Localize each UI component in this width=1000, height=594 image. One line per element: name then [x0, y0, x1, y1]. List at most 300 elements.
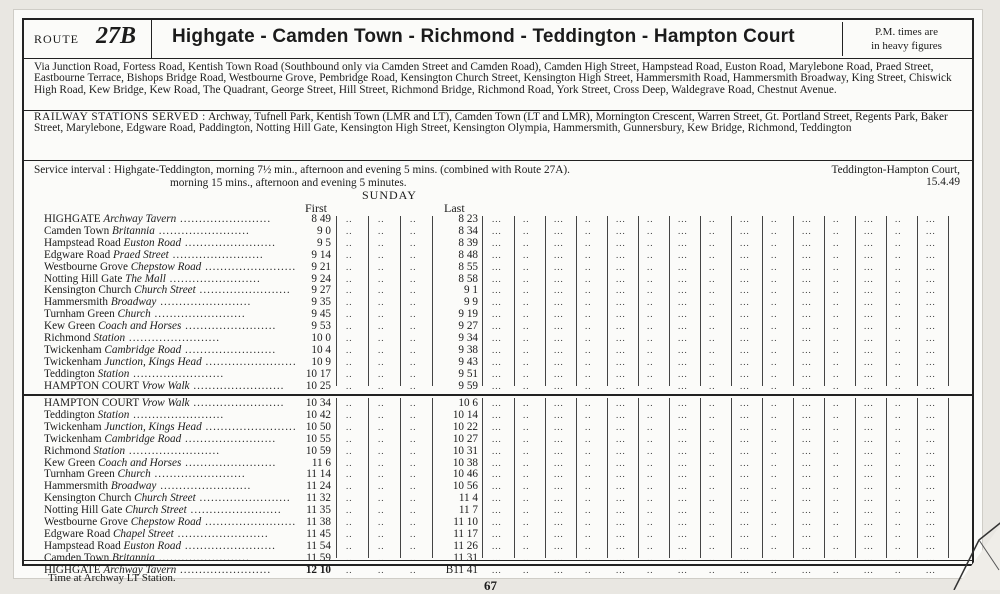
empty-cell-dots: ..: [585, 380, 592, 391]
empty-cell-dots: ...: [740, 225, 750, 236]
empty-cell-dots: ..: [647, 505, 654, 516]
empty-cell-dots: ...: [926, 469, 936, 480]
empty-cell-dots: ...: [678, 225, 688, 236]
empty-cell-dots: ...: [554, 225, 564, 236]
empty-cell-dots: ..: [378, 481, 385, 492]
empty-cell-dots: ...: [802, 421, 812, 432]
empty-cell-dots: ..: [523, 493, 530, 504]
day-label: SUNDAY: [362, 188, 417, 202]
empty-cell-dots: ...: [740, 398, 750, 408]
stop-name: [44, 368, 224, 380]
empty-cell-dots: ..: [709, 225, 716, 236]
empty-cell-dots: ...: [678, 309, 688, 320]
stop-name: [44, 273, 261, 285]
first-time: 10 59: [305, 444, 331, 457]
empty-cell-dots: ..: [771, 505, 778, 516]
empty-cell-dots: ...: [802, 398, 812, 408]
empty-cell-dots: ..: [709, 469, 716, 480]
empty-cell-dots: ..: [709, 261, 716, 272]
empty-cell-dots: ...: [554, 409, 564, 420]
first-time: 11 38: [306, 516, 331, 528]
column-rule: [607, 398, 608, 558]
stop-area: Kew Green: [44, 320, 96, 333]
last-time: 8 39: [458, 236, 478, 249]
footer-rule: [24, 560, 972, 561]
table-row: [24, 421, 972, 433]
teddington-note-line1: Teddington-Hampton Court,: [831, 164, 960, 176]
railway-text: Archway, Tufnell Park, Kentish Town (LMR and LT), Camden Town (LT and LMR), Mornington Crescent, Warren Street, Gt. Portland Street, Regents Park, Baker Street, Marylebone, Edgware Road, Paddington, Notting Hill Gate, Kensington High Street, Kensington Olympia, Hammersmith, Gunnersbury, Kew Bridge, Richmond, Teddington: [34, 111, 948, 135]
empty-cell-dots: ...: [554, 469, 564, 480]
empty-cell-dots: ..: [895, 356, 902, 367]
empty-cell-dots: ...: [740, 333, 750, 343]
dot-leader: ........................: [181, 320, 277, 333]
empty-cell-dots: ..: [523, 398, 530, 408]
empty-cell-dots: ..: [346, 481, 353, 492]
empty-cell-dots: ..: [378, 261, 385, 272]
empty-cell-dots: ...: [864, 517, 874, 527]
empty-cell-dots: ...: [802, 445, 812, 456]
column-rule: [886, 398, 887, 558]
empty-cell-dots: ..: [709, 273, 716, 284]
empty-cell-dots: ..: [410, 481, 417, 492]
empty-cell-dots: ...: [492, 469, 502, 480]
empty-cell-dots: ...: [740, 273, 750, 284]
stop-detail: Cambridge Road: [104, 343, 182, 356]
stop-area: Notting Hill Gate: [44, 272, 123, 285]
column-rule: [400, 216, 401, 386]
last-time: 9 19: [458, 308, 478, 321]
empty-cell-dots: ..: [410, 285, 417, 296]
empty-cell-dots: ..: [410, 333, 417, 343]
empty-cell-dots: ..: [771, 433, 778, 444]
empty-cell-dots: ..: [709, 481, 716, 492]
empty-cell-dots: ...: [740, 249, 750, 260]
empty-cell-dots: ...: [554, 249, 564, 260]
empty-cell-dots: ...: [740, 433, 750, 444]
table-row: [24, 528, 972, 540]
empty-cell-dots: ..: [709, 505, 716, 516]
empty-cell-dots: ..: [647, 321, 654, 332]
empty-cell-dots: ..: [346, 493, 353, 504]
first-time: 10 42: [305, 408, 331, 421]
empty-cell-dots: ...: [802, 249, 812, 260]
empty-cell-dots: ..: [585, 564, 592, 575]
empty-cell-dots: ...: [864, 564, 874, 575]
empty-cell-dots: ..: [585, 493, 592, 504]
empty-cell-dots: ..: [833, 273, 840, 284]
column-rule: [336, 216, 337, 386]
empty-cell-dots: ...: [492, 380, 502, 391]
empty-cell-dots: ..: [523, 237, 530, 248]
first-time: 8 49: [311, 213, 331, 225]
stop-name: [44, 249, 264, 261]
column-rule: [793, 216, 794, 386]
empty-cell-dots: ...: [616, 368, 626, 379]
empty-cell-dots: ..: [833, 344, 840, 355]
pm-note-line2: in heavy figures: [871, 40, 942, 52]
column-rule: [432, 216, 433, 386]
teddington-note: [832, 165, 960, 188]
dot-leader: ........................: [189, 397, 285, 409]
last-time: B11 41: [445, 563, 478, 576]
stop-name: [44, 284, 291, 296]
empty-cell-dots: ...: [492, 552, 502, 563]
empty-cell-dots: ...: [492, 225, 502, 236]
table-row: [24, 480, 972, 492]
empty-cell-dots: ..: [378, 273, 385, 284]
last-time: 9 34: [458, 332, 478, 344]
table-row: [24, 225, 972, 237]
last-time: 11 4: [458, 492, 478, 505]
empty-cell-dots: ..: [523, 433, 530, 444]
stop-detail: Vrow Walk: [141, 397, 190, 409]
empty-cell-dots: ..: [709, 309, 716, 320]
empty-cell-dots: ...: [926, 398, 936, 408]
empty-cell-dots: ..: [346, 273, 353, 284]
empty-cell-dots: ..: [378, 517, 385, 527]
empty-cell-dots: ..: [378, 445, 385, 456]
empty-cell-dots: ..: [346, 564, 353, 575]
empty-cell-dots: ...: [926, 380, 936, 391]
empty-cell-dots: ..: [833, 309, 840, 320]
empty-cell-dots: ...: [802, 552, 812, 563]
empty-cell-dots: ...: [740, 540, 750, 551]
route-header: [24, 20, 972, 59]
empty-cell-dots: ...: [740, 368, 750, 379]
last-time: 9 38: [458, 343, 478, 356]
empty-cell-dots: ..: [346, 469, 353, 480]
empty-cell-dots: ..: [771, 249, 778, 260]
empty-cell-dots: ...: [616, 380, 626, 391]
last-time: 8 34: [458, 224, 478, 237]
empty-cell-dots: ..: [895, 225, 902, 236]
stop-area: Richmond: [44, 444, 91, 457]
empty-cell-dots: ..: [585, 433, 592, 444]
empty-cell-dots: ..: [709, 356, 716, 367]
empty-cell-dots: ...: [802, 457, 812, 468]
dot-leader: ........................: [165, 272, 261, 285]
empty-cell-dots: ..: [833, 321, 840, 332]
empty-cell-dots: ..: [523, 214, 530, 224]
empty-cell-dots: ..: [833, 457, 840, 468]
empty-cell-dots: ..: [709, 285, 716, 296]
first-time: 9 35: [311, 296, 331, 309]
empty-cell-dots: ..: [833, 249, 840, 260]
empty-cell-dots: ...: [740, 297, 750, 308]
empty-cell-dots: ..: [378, 380, 385, 391]
empty-cell-dots: ..: [585, 552, 592, 563]
stop-name: [44, 468, 246, 480]
empty-cell-dots: ..: [585, 214, 592, 224]
empty-cell-dots: ...: [492, 368, 502, 379]
empty-cell-dots: ..: [378, 528, 385, 539]
dot-leader: ........................: [181, 456, 277, 469]
empty-cell-dots: ...: [492, 214, 502, 224]
table-row: [24, 320, 972, 332]
empty-cell-dots: ...: [492, 333, 502, 343]
empty-cell-dots: ..: [771, 398, 778, 408]
stop-name: [44, 380, 284, 392]
empty-cell-dots: ..: [585, 249, 592, 260]
stop-detail: Chapel Street: [112, 527, 174, 540]
first-time: 9 27: [311, 284, 331, 297]
last-time: 9 51: [458, 367, 478, 380]
empty-cell-dots: ...: [926, 368, 936, 379]
empty-cell-dots: ...: [616, 237, 626, 248]
column-rule: [368, 398, 369, 558]
railway-label: RAILWAY STATIONS SERVED :: [34, 111, 206, 123]
empty-cell-dots: ...: [926, 273, 936, 284]
empty-cell-dots: ..: [410, 493, 417, 504]
empty-cell-dots: ...: [802, 517, 812, 527]
last-time: 11 10: [453, 516, 478, 528]
last-time: 11 7: [458, 504, 478, 517]
empty-cell-dots: ..: [709, 493, 716, 504]
first-time: 11 32: [306, 492, 331, 505]
empty-cell-dots: ..: [895, 421, 902, 432]
stop-area: Camden Town: [44, 224, 110, 237]
empty-cell-dots: ..: [410, 564, 417, 575]
empty-cell-dots: ..: [895, 368, 902, 379]
empty-cell-dots: ..: [585, 225, 592, 236]
last-time: 10 14: [452, 408, 478, 421]
empty-cell-dots: ...: [926, 528, 936, 539]
empty-cell-dots: ..: [771, 285, 778, 296]
table-row: [24, 516, 972, 528]
stop-detail: Vrow Walk: [141, 379, 190, 392]
empty-cell-dots: ..: [833, 237, 840, 248]
empty-cell-dots: ..: [709, 433, 716, 444]
empty-cell-dots: ..: [585, 356, 592, 367]
empty-cell-dots: ...: [616, 356, 626, 367]
empty-cell-dots: ..: [378, 564, 385, 575]
empty-cell-dots: ...: [864, 321, 874, 332]
empty-cell-dots: ...: [616, 540, 626, 551]
first-time: 10 55: [305, 432, 331, 445]
empty-cell-dots: ...: [554, 433, 564, 444]
last-time: 10 27: [452, 432, 478, 445]
empty-cell-dots: ...: [864, 356, 874, 367]
empty-cell-dots: ..: [709, 552, 716, 563]
empty-cell-dots: ..: [647, 421, 654, 432]
empty-cell-dots: ..: [833, 214, 840, 224]
empty-cell-dots: ...: [678, 273, 688, 284]
stop-area: Turnham Green: [44, 468, 115, 481]
empty-cell-dots: ...: [554, 344, 564, 355]
empty-cell-dots: ...: [616, 297, 626, 308]
empty-cell-dots: ...: [492, 493, 502, 504]
last-time: 10 22: [452, 420, 478, 433]
empty-cell-dots: ..: [585, 457, 592, 468]
empty-cell-dots: ...: [926, 237, 936, 248]
empty-cell-dots: ..: [585, 273, 592, 284]
empty-cell-dots: ...: [616, 457, 626, 468]
column-rule: [514, 398, 515, 558]
empty-cell-dots: ..: [523, 333, 530, 343]
empty-cell-dots: ..: [895, 309, 902, 320]
empty-cell-dots: ...: [926, 457, 936, 468]
empty-cell-dots: ..: [833, 225, 840, 236]
column-rule: [482, 398, 483, 558]
first-time: 9 21: [311, 260, 331, 273]
empty-cell-dots: ..: [410, 261, 417, 272]
table-row: [24, 273, 972, 285]
stop-name: [44, 409, 224, 421]
empty-cell-dots: ...: [864, 528, 874, 539]
stop-name: [44, 225, 250, 237]
empty-cell-dots: ..: [346, 445, 353, 456]
stop-area: Hammersmith: [44, 480, 109, 493]
last-time: 9 1: [464, 284, 478, 297]
empty-cell-dots: ..: [585, 237, 592, 248]
table-row: [24, 468, 972, 480]
empty-cell-dots: ...: [802, 344, 812, 355]
empty-cell-dots: ...: [740, 445, 750, 456]
stop-area: Westbourne Grove: [44, 516, 128, 528]
empty-cell-dots: ...: [492, 249, 502, 260]
empty-cell-dots: ..: [647, 517, 654, 527]
empty-cell-dots: ...: [802, 481, 812, 492]
empty-cell-dots: ..: [585, 540, 592, 551]
empty-cell-dots: ...: [678, 237, 688, 248]
empty-cell-dots: ..: [346, 297, 353, 308]
stop-area: Hampstead Road: [44, 539, 121, 552]
empty-cell-dots: ...: [492, 237, 502, 248]
empty-cell-dots: ..: [346, 368, 353, 379]
route-number-cell: [24, 20, 152, 58]
empty-cell-dots: ..: [410, 433, 417, 444]
stop-area: Edgware Road: [44, 527, 111, 540]
stop-detail: Station: [97, 367, 130, 380]
empty-cell-dots: ...: [492, 445, 502, 456]
empty-cell-dots: ...: [492, 309, 502, 320]
empty-cell-dots: ..: [346, 409, 353, 420]
empty-cell-dots: ...: [864, 225, 874, 236]
empty-cell-dots: ..: [709, 457, 716, 468]
empty-cell-dots: ..: [895, 457, 902, 468]
stop-area: HIGHGATE: [44, 563, 101, 576]
stop-area: Richmond: [44, 332, 91, 344]
first-time: 11 35: [306, 504, 331, 517]
empty-cell-dots: ...: [740, 321, 750, 332]
empty-cell-dots: ...: [802, 261, 812, 272]
empty-cell-dots: ..: [378, 356, 385, 367]
empty-cell-dots: ..: [895, 564, 902, 575]
empty-cell-dots: ..: [895, 261, 902, 272]
empty-cell-dots: ..: [647, 356, 654, 367]
stop-area: Kensington Church: [44, 284, 132, 297]
pm-note-line1: P.M. times are: [875, 26, 938, 38]
stop-detail: Britannia: [112, 551, 155, 564]
empty-cell-dots: ...: [802, 309, 812, 320]
empty-cell-dots: ...: [802, 333, 812, 343]
empty-cell-dots: ..: [378, 333, 385, 343]
table-row: [24, 368, 972, 380]
empty-cell-dots: ...: [864, 493, 874, 504]
stop-detail: Church Street: [134, 492, 196, 505]
empty-cell-dots: ...: [926, 285, 936, 296]
empty-cell-dots: ...: [554, 540, 564, 551]
empty-cell-dots: ..: [585, 309, 592, 320]
empty-cell-dots: ..: [585, 481, 592, 492]
empty-cell-dots: ..: [346, 237, 353, 248]
stop-detail: Station: [93, 332, 126, 344]
empty-cell-dots: ...: [678, 249, 688, 260]
empty-cell-dots: ..: [647, 540, 654, 551]
empty-cell-dots: ..: [378, 344, 385, 355]
empty-cell-dots: ...: [740, 421, 750, 432]
dot-leader: ........................: [201, 420, 297, 433]
stop-area: Hammersmith: [44, 296, 109, 309]
empty-cell-dots: ..: [895, 445, 902, 456]
empty-cell-dots: ...: [554, 457, 564, 468]
empty-cell-dots: ...: [926, 249, 936, 260]
empty-cell-dots: ..: [647, 333, 654, 343]
empty-cell-dots: ...: [802, 297, 812, 308]
empty-cell-dots: ..: [647, 368, 654, 379]
column-rule: [762, 398, 763, 558]
empty-cell-dots: ...: [492, 344, 502, 355]
column-rule: [545, 398, 546, 558]
table-row: [24, 344, 972, 356]
empty-cell-dots: ..: [346, 380, 353, 391]
stop-area: Turnham Green: [44, 308, 115, 321]
stop-detail: Praed Street: [112, 248, 169, 261]
empty-cell-dots: ...: [554, 493, 564, 504]
empty-cell-dots: ..: [585, 297, 592, 308]
column-rule: [948, 216, 949, 386]
empty-cell-dots: ..: [833, 297, 840, 308]
empty-cell-dots: ..: [709, 517, 716, 527]
empty-cell-dots: ...: [926, 540, 936, 551]
empty-cell-dots: ...: [616, 493, 626, 504]
empty-cell-dots: ..: [647, 469, 654, 480]
empty-cell-dots: ..: [523, 469, 530, 480]
empty-cell-dots: ...: [678, 528, 688, 539]
last-time: 11 31: [453, 551, 478, 564]
railway-stations: [34, 112, 964, 135]
empty-cell-dots: ..: [709, 237, 716, 248]
empty-cell-dots: ..: [895, 552, 902, 563]
stop-area: HAMPTON COURT: [44, 379, 139, 392]
column-rule: [700, 216, 701, 386]
empty-cell-dots: ..: [585, 469, 592, 480]
dot-leader: ........................: [125, 332, 221, 344]
empty-cell-dots: ..: [410, 297, 417, 308]
empty-cell-dots: ..: [833, 540, 840, 551]
empty-cell-dots: ...: [864, 445, 874, 456]
empty-cell-dots: ...: [740, 469, 750, 480]
column-rule: [793, 398, 794, 558]
empty-cell-dots: ..: [346, 309, 353, 320]
empty-cell-dots: ..: [833, 333, 840, 343]
first-label: First: [305, 201, 328, 215]
empty-cell-dots: ...: [616, 517, 626, 527]
column-rule: [576, 216, 577, 386]
last-time: 10 6: [458, 397, 478, 409]
empty-cell-dots: ...: [554, 517, 564, 527]
last-time: 10 56: [452, 480, 478, 493]
empty-cell-dots: ...: [554, 321, 564, 332]
first-time: 9 14: [311, 248, 331, 261]
empty-cell-dots: ...: [492, 481, 502, 492]
empty-cell-dots: ..: [771, 356, 778, 367]
empty-cell-dots: ..: [647, 564, 654, 575]
empty-cell-dots: ...: [740, 481, 750, 492]
stop-detail: Church: [117, 468, 151, 481]
timetable-frame: [22, 18, 974, 584]
empty-cell-dots: ..: [585, 409, 592, 420]
